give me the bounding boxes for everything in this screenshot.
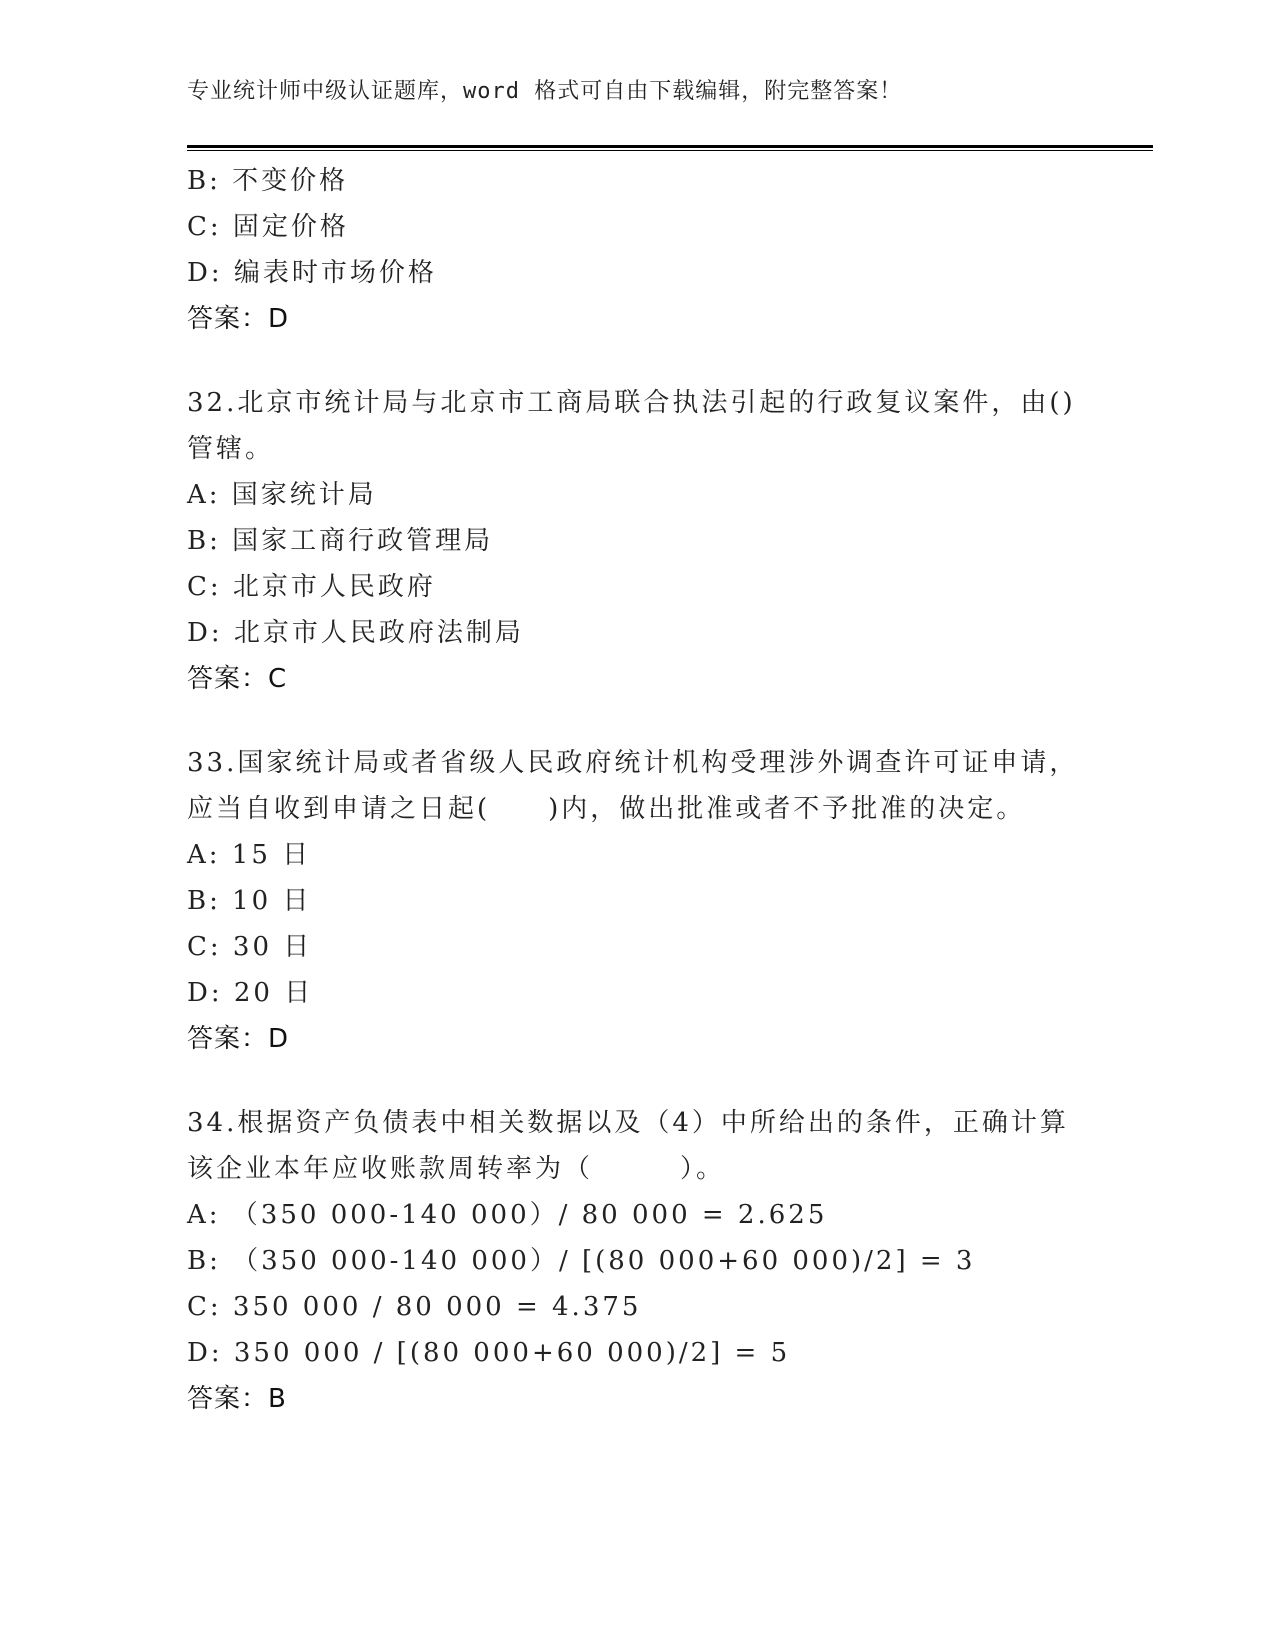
question-block-31-tail [187,158,1107,342]
answer: 答案：C [187,664,288,694]
option-a: A: 15 日 [187,840,312,870]
header-rule-thin [187,150,1153,151]
option-b: B: 10 日 [187,886,312,916]
option-d: D: 编表时市场价格 [187,258,437,288]
option-c: C: 北京市人民政府 [187,572,436,602]
option-d: D: 350 000 / [(80 000+60 000)/2] = 5 [187,1338,791,1368]
document-body [187,158,1107,1422]
answer: 答案：B [187,1384,287,1414]
option-b: B: （350 000-140 000）/ [(80 000+60 000)/2] = 3 [187,1246,976,1276]
header-rule [187,145,1153,148]
question-text: 33.国家统计局或者省级人民政府统计机构受理涉外调查许可证申请， [187,748,1079,778]
option-a: A: （350 000-140 000）/ 80 000 = 2.625 [187,1200,828,1230]
question-text: 管辖。 [187,434,275,464]
option-d: D: 北京市人民政府法制局 [187,618,524,648]
option-a: A: 国家统计局 [187,480,377,510]
option-b: B: 不变价格 [187,166,349,196]
question-text: 该企业本年应收账款周转率为（ ）。 [187,1154,726,1184]
option-c: C: 固定价格 [187,212,349,242]
option-c: C: 30 日 [187,932,313,962]
question-text: 32.北京市统计局与北京市工商局联合执法引起的行政复议案件，由() [187,388,1076,418]
option-d: D: 20 日 [187,978,314,1008]
answer: 答案：D [187,1024,290,1054]
page-header: 专业统计师中级认证题库，word 格式可自由下载编辑，附完整答案！ [187,79,903,104]
option-b: B: 国家工商行政管理局 [187,526,494,556]
option-c: C: 350 000 / 80 000 = 4.375 [187,1292,642,1322]
question-text: 34.根据资产负债表中相关数据以及（4）中所给出的条件，正确计算 [187,1108,1069,1138]
question-block-33 [187,740,1107,1062]
question-text: 应当自收到申请之日起( )内，做出批准或者不予批准的决定。 [187,794,1026,824]
question-block-32 [187,380,1107,702]
question-block-34 [187,1100,1107,1422]
answer: 答案：D [187,304,290,334]
